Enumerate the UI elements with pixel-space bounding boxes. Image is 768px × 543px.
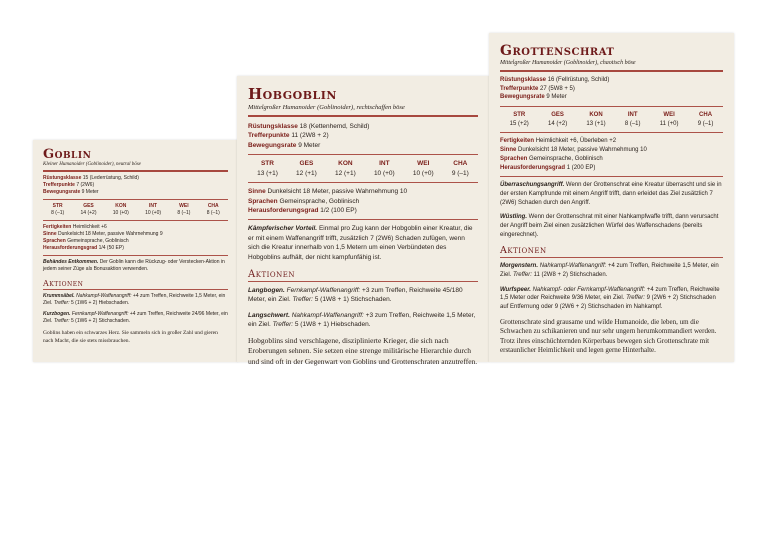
hit-label: Treffer: — [53, 318, 70, 324]
senses-label: Sinne — [43, 231, 57, 237]
grottenschrat-type: Mittelgroßer Humanoider (Goblinoider), chaotisch böse — [500, 60, 636, 66]
action-text: +3 zum Treffen, Reichweite 1,5 Meter, ein Ziel. — [248, 311, 476, 329]
divider — [248, 219, 478, 220]
divider — [43, 289, 228, 290]
skills-value: Heimlichkeit +6 — [72, 224, 107, 230]
skills-label: Fertigkeiten — [500, 138, 535, 145]
goblin-type: Kleiner Humanoider (Goblinoider), neutral böse — [43, 162, 141, 167]
languages-label: Sprachen — [43, 238, 66, 244]
divider — [43, 170, 228, 172]
action-name: Morgenstern. — [500, 263, 539, 270]
stat-value: 12 (+1) — [296, 169, 317, 177]
actions-heading: Aktionen — [248, 269, 295, 281]
senses-value: Dunkelsicht 18 Meter, passive Wahrnehmung 10 — [267, 188, 408, 196]
hobgoblin-stat-block — [237, 76, 489, 366]
ac-label: Rüstungsklasse — [43, 175, 82, 181]
ac-label: Rüstungsklasse — [500, 77, 547, 83]
hit-label: Treffer: — [626, 295, 645, 302]
stat-name: KON — [115, 203, 127, 209]
languages-value: Gemeinsprache, Goblinisch — [67, 238, 129, 244]
divider — [248, 115, 478, 117]
stat-value: 13 (+1) — [586, 120, 606, 127]
action-name: Langschwert. — [248, 311, 290, 319]
stat-value: 10 (+0) — [373, 169, 395, 177]
speed-label: Bewegungsrate — [500, 94, 545, 101]
action-name: Krummsäbel. — [43, 293, 75, 299]
challenge-value: 1/4 (50 EP) — [98, 245, 124, 251]
challenge-label: Herausforderungsgrad — [248, 206, 319, 214]
stat-name: KON — [338, 160, 353, 168]
stat-value: 15 (+2) — [509, 120, 529, 127]
stat-name: INT — [627, 112, 638, 119]
stat-name: INT — [379, 160, 390, 168]
trait-name: Überraschungsangriff. — [500, 182, 565, 189]
action-text: +4 zum Treffen, Reichweite 1,5 Meter, ein Ziel. — [43, 293, 226, 306]
stat-value: 10 (+0) — [412, 169, 434, 177]
challenge-value: 1/2 (100 EP) — [320, 206, 357, 214]
action-name: Kurzbogen. — [43, 311, 71, 317]
languages-value: Gemeinsprache, Goblinisch — [279, 197, 360, 205]
lore-text: Grottenschrate sind grausame und wilde Humanoide, die leben, um die Schwachen zu schikanieren und nur sehr ungern herumkommandiert werden. Trotz ihres einschüchternden Körperbaus bewegen sich Grottenschrate mit erstaunlicher Heimlichkeit und legen gerne Hinterhalte. — [500, 317, 717, 355]
skills-label: Fertigkeiten — [43, 224, 72, 230]
stat-value: 12 (+1) — [334, 169, 356, 177]
stat-value: 14 (+2) — [548, 120, 568, 127]
speed-value: 9 Meter — [298, 141, 321, 149]
divider — [500, 106, 723, 107]
action-text: +4 zum Treffen, Reichweite 1,5 Meter oder Reichweite 9/36 Meter, ein Ziel. — [500, 286, 720, 302]
action-damage: 5 (1W6 + 2) Stichschaden. — [70, 318, 131, 324]
action-type: Fernkampf-Waffenangriff: — [286, 287, 361, 295]
action-damage: 9 (2W6 + 2) Stichschaden auf Entfernung oder 9 (2W6 + 2) Stichschaden im Nahkampf. — [500, 295, 716, 311]
hp-label: Trefferpunkte — [500, 85, 539, 92]
trait-name: Wüstling. — [500, 214, 527, 221]
stat-name: INT — [149, 203, 158, 209]
stat-value: 10 (+0) — [145, 210, 162, 216]
action-damage: 5 (1W8 + 1) Hiebschaden. — [294, 321, 371, 329]
action-type: Nahkampf-Waffenangriff: — [539, 263, 607, 270]
speed-value: 9 Meter — [546, 94, 567, 101]
ability-scores — [43, 203, 228, 217]
stat-value: 9 (–1) — [451, 169, 469, 177]
stat-name: KON — [589, 112, 603, 119]
stat-value: 11 (+0) — [659, 120, 679, 127]
stat-name: GES — [551, 112, 564, 119]
divider — [43, 220, 228, 221]
trait-name: Behändes Entkommen. — [43, 259, 99, 265]
ac-value: 18 (Kettenhemd, Schild) — [299, 123, 370, 130]
grottenschrat-stat-block — [489, 33, 734, 362]
stat-name: WEI — [417, 160, 430, 168]
action-type: Fernkampf-Waffenangriff: — [71, 311, 129, 317]
action-damage: 5 (1W8 + 1) Stichschaden. — [314, 296, 392, 304]
action-damage: 5 (1W6 + 2) Hiebschaden. — [70, 300, 130, 306]
action-type: Nahkampf-Waffenangriff: — [76, 293, 132, 299]
stat-name: STR — [513, 112, 526, 119]
trait-text: Wenn der Grottenschrat mit einer Nahkampfwaffe trifft, dann verursacht der Angriff beim Ziel einen zusätzlichen Würfel des Waffenschadens (bereits eingerechnet). — [500, 214, 719, 238]
stat-name: WEI — [663, 112, 675, 119]
stat-value: 8 (–1) — [51, 210, 65, 216]
lore-text: Goblins haben ein schwarzes Herz. Sie sammeln sich in großer Zahl und gieren nach Macht, die sie stets missbrauchen. — [43, 330, 218, 344]
stat-value: 9 (–1) — [697, 120, 714, 127]
divider — [43, 255, 228, 256]
hp-label: Trefferpunkte — [43, 182, 75, 188]
divider — [43, 199, 228, 200]
action-name: Langbogen. — [248, 287, 285, 295]
challenge-label: Herausforderungsgrad — [43, 245, 98, 251]
hp-label: Trefferpunkte — [248, 132, 290, 140]
skills-value: Heimlichkeit +6, Überleben +2 — [535, 138, 617, 145]
stat-value: 8 (–1) — [206, 210, 220, 216]
hp-value: 11 (2W8 + 2) — [291, 132, 329, 140]
speed-value: 9 Meter — [81, 189, 99, 195]
hp-value: 7 (2W6) — [76, 182, 95, 188]
divider — [248, 154, 478, 155]
ac-value: 15 (Lederrüstung, Schild) — [82, 175, 139, 181]
trait-text: Der Goblin kann die Rückzug- oder Verstecken-Aktion in jedem seiner Züge als Bonusaktion verwenden. — [43, 259, 225, 272]
action-damage: 11 (2W8 + 2) Stichschaden. — [533, 272, 608, 278]
divider — [500, 132, 723, 133]
stat-name: CHA — [207, 203, 219, 209]
ac-label: Rüstungsklasse — [248, 123, 298, 130]
action-name: Wurfspeer. — [500, 286, 531, 293]
action-type: Nahkampf- oder Fernkampf-Waffenangriff: — [532, 286, 646, 293]
trait-text: Wenn der Grottenschrat eine Kreatur überrascht und sie in der ersten Kampfrunde mit einem Angriff trifft, dann erleidet das Ziel zusätzlich 7 (2W6) Schaden durch den Angriff. — [500, 182, 722, 206]
action-text: +3 zum Treffen, Reichweite 45/180 Meter, ein Ziel. — [248, 287, 463, 304]
stat-name: STR — [260, 160, 274, 168]
challenge-label: Herausforderungsgrad — [500, 164, 566, 171]
action-text: +4 zum Treffen, Reichweite 24/96 Meter, ein Ziel. — [43, 311, 228, 324]
ability-scores — [500, 111, 723, 128]
grottenschrat-name: Grottenschrat — [500, 43, 615, 59]
languages-value: Gemeinsprache, Goblinisch — [529, 155, 603, 162]
goblin-stat-block — [33, 140, 238, 362]
hobgoblin-name: Hobgoblin — [248, 85, 337, 103]
hit-label: Treffer: — [53, 300, 70, 306]
divider — [248, 182, 478, 183]
actions-heading: Aktionen — [500, 245, 547, 257]
hit-label: Treffer: — [292, 296, 313, 304]
hit-label: Treffer: — [272, 321, 294, 329]
languages-label: Sprachen — [500, 155, 528, 162]
senses-value: Dunkelsicht 18 Meter, passive Wahrnehmung 9 — [58, 231, 163, 237]
divider — [500, 176, 723, 177]
divider — [248, 281, 478, 282]
challenge-value: 1 (200 EP) — [566, 164, 596, 171]
speed-label: Bewegungsrate — [43, 189, 81, 195]
hit-label: Treffer: — [513, 272, 532, 278]
stat-name: WEI — [179, 203, 189, 209]
stat-name: GES — [299, 160, 314, 168]
languages-label: Sprachen — [248, 197, 278, 205]
actions-heading: Aktionen — [43, 279, 84, 288]
stat-value: 10 (+0) — [112, 210, 129, 216]
stat-value: 8 (–1) — [624, 120, 641, 127]
stat-value: 8 (–1) — [177, 210, 191, 216]
stat-name: GES — [83, 203, 94, 209]
divider — [500, 70, 723, 72]
stat-value: 13 (+1) — [257, 169, 278, 177]
goblin-name: Goblin — [43, 147, 92, 162]
action-text: +4 zum Treffen, Reichweite 1,5 Meter, ein Ziel. — [500, 263, 719, 278]
senses-value: Dunkelsicht 18 Meter, passive Wahrnehmung 10 — [518, 147, 647, 154]
trait-name: Kämpferischer Vorteil. — [248, 225, 318, 233]
stat-name: CHA — [699, 112, 713, 119]
divider — [500, 257, 723, 258]
lore-text: Hobgoblins sind verschlagene, disziplinierte Krieger, die sich nach Eroberungen sehnen. Sie setzen eine strenge militärische Hierarchie durch und sind oft in der Gegenwart von Goblins und Grottenschraten anzutreffen. — [248, 335, 478, 366]
stat-name: CHA — [453, 160, 468, 168]
ability-scores — [248, 159, 478, 178]
ac-value: 16 (Fellrüstung, Schild) — [547, 77, 610, 83]
speed-label: Bewegungsrate — [248, 141, 297, 149]
action-type: Nahkampf-Waffenangriff: — [291, 311, 364, 319]
senses-label: Sinne — [500, 147, 517, 154]
trait-text: Einmal pro Zug kann der Hobgoblin einer Kreatur, die er mit einem Waffenangriff trifft, zusätzlich 7 (2W6) Schaden zufügen, wenn sich die Kreatur innerhalb von 1,5 Metern um einen Verbündeten des Hobgoblins aufhält, der nicht kampfunfähig ist. — [248, 225, 473, 261]
stat-value: 14 (+2) — [80, 210, 97, 216]
hp-value: 27 (5W8 + 5) — [540, 85, 575, 92]
stat-name: STR — [52, 203, 63, 209]
hobgoblin-type: Mittelgroßer Humanoider (Goblinoider), rechtschaffen böse — [248, 104, 405, 111]
senses-label: Sinne — [248, 188, 266, 196]
